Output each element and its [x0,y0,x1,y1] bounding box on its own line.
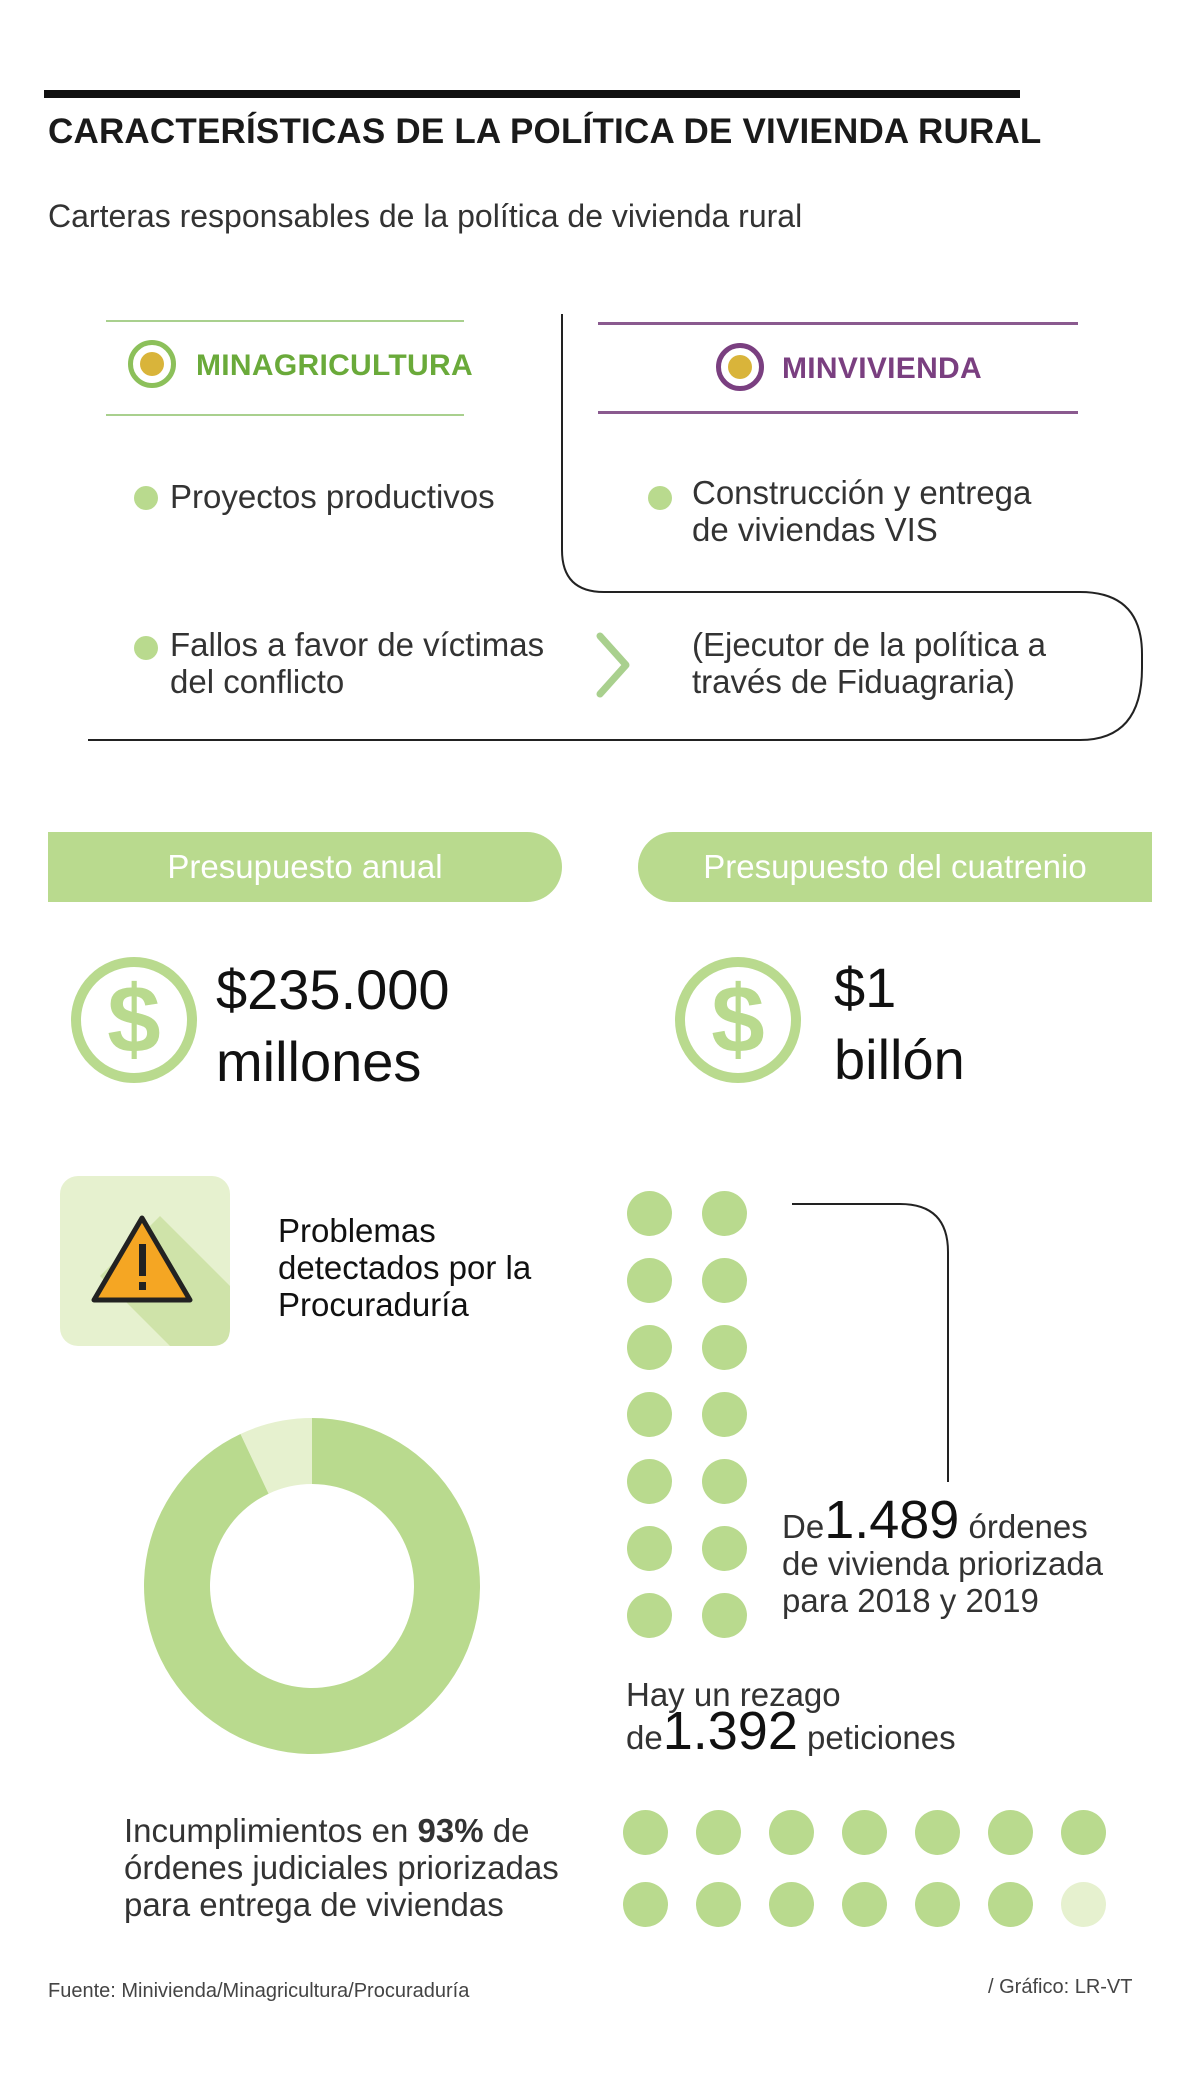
annual-budget-value: $235.000 millones [216,958,450,1093]
page-title: CARACTERÍSTICAS DE LA POLÍTICA DE VIVIENDA RURAL [48,112,1042,151]
backlog-dot [842,1810,887,1855]
backlog-dot [769,1882,814,1927]
backlog-dot [915,1810,960,1855]
backlog-dot [915,1882,960,1927]
order-dot [702,1392,747,1437]
minagricultura-item-1: Proyectos productivos [170,478,495,515]
dollar-coin-icon [672,954,804,1086]
bullet-dot [134,636,158,660]
order-dot [627,1325,672,1370]
minvivienda-name: MINVIVIENDA [782,352,982,385]
chevron-right-icon [594,632,634,698]
minagricultura-item-2: Fallos a favor de víctimas del conflicto [170,626,545,700]
bullet-dot [648,486,672,510]
backlog-dot [623,1810,668,1855]
backlog-dot [842,1882,887,1927]
minvivienda-item-1: Construcción y entrega de viviendas VIS [692,474,1032,548]
backlog-dot [623,1882,668,1927]
backlog-text: Hay un rezago de1.392 peticiones [626,1676,956,1761]
backlog-dot [988,1882,1033,1927]
warning-icon [60,1176,230,1346]
order-dot [627,1526,672,1571]
backlog-dot [769,1810,814,1855]
dollar-coin-icon [68,954,200,1086]
backlog-dot [988,1810,1033,1855]
quadrennium-budget-pill: Presupuesto del cuatrenio [638,832,1152,902]
source-note: Fuente: Minivienda/Minagricultura/Procuraduría [48,1980,470,2002]
donut-caption: Incumplimientos en 93% de órdenes judiciales priorizadas para entrega de viviendas [124,1812,559,1923]
order-dot [702,1191,747,1236]
top-rule [44,90,1020,98]
credit-note: / Gráfico: LR-VT [988,1976,1133,1998]
order-dot [702,1459,747,1504]
page-subtitle: Carteras responsables de la política de vivienda rural [48,198,803,234]
order-dot [627,1191,672,1236]
backlog-dot [696,1882,741,1927]
quadrennium-budget-value: $1 billón [834,956,965,1091]
problems-label: Problemas detectados por la Procuraduría [278,1212,532,1323]
order-dot [627,1392,672,1437]
order-dot [702,1325,747,1370]
order-dot [702,1526,747,1571]
donut-chart [140,1414,484,1758]
backlog-dot [696,1810,741,1855]
backlog-dot [1061,1882,1106,1927]
bullet-dot [134,486,158,510]
orders-text: De1.489 órdenes de vivienda priorizada para 2018 y 2019 [782,1490,1104,1619]
svg-text:$: $ [711,966,765,1073]
backlog-dot [1061,1810,1106,1855]
donut-filled-slice [144,1418,480,1754]
minvivienda-item-2: (Ejecutor de la política a través de Fiduagraria) [692,626,1047,700]
minagricultura-name: MINAGRICULTURA [196,349,473,382]
order-dot [702,1593,747,1638]
orders-connector-line [790,1200,950,1490]
order-dot [627,1593,672,1638]
order-dot [702,1258,747,1303]
order-dot [627,1459,672,1504]
annual-budget-pill: Presupuesto anual [48,832,562,902]
svg-text:$: $ [107,966,161,1073]
order-dot [627,1258,672,1303]
